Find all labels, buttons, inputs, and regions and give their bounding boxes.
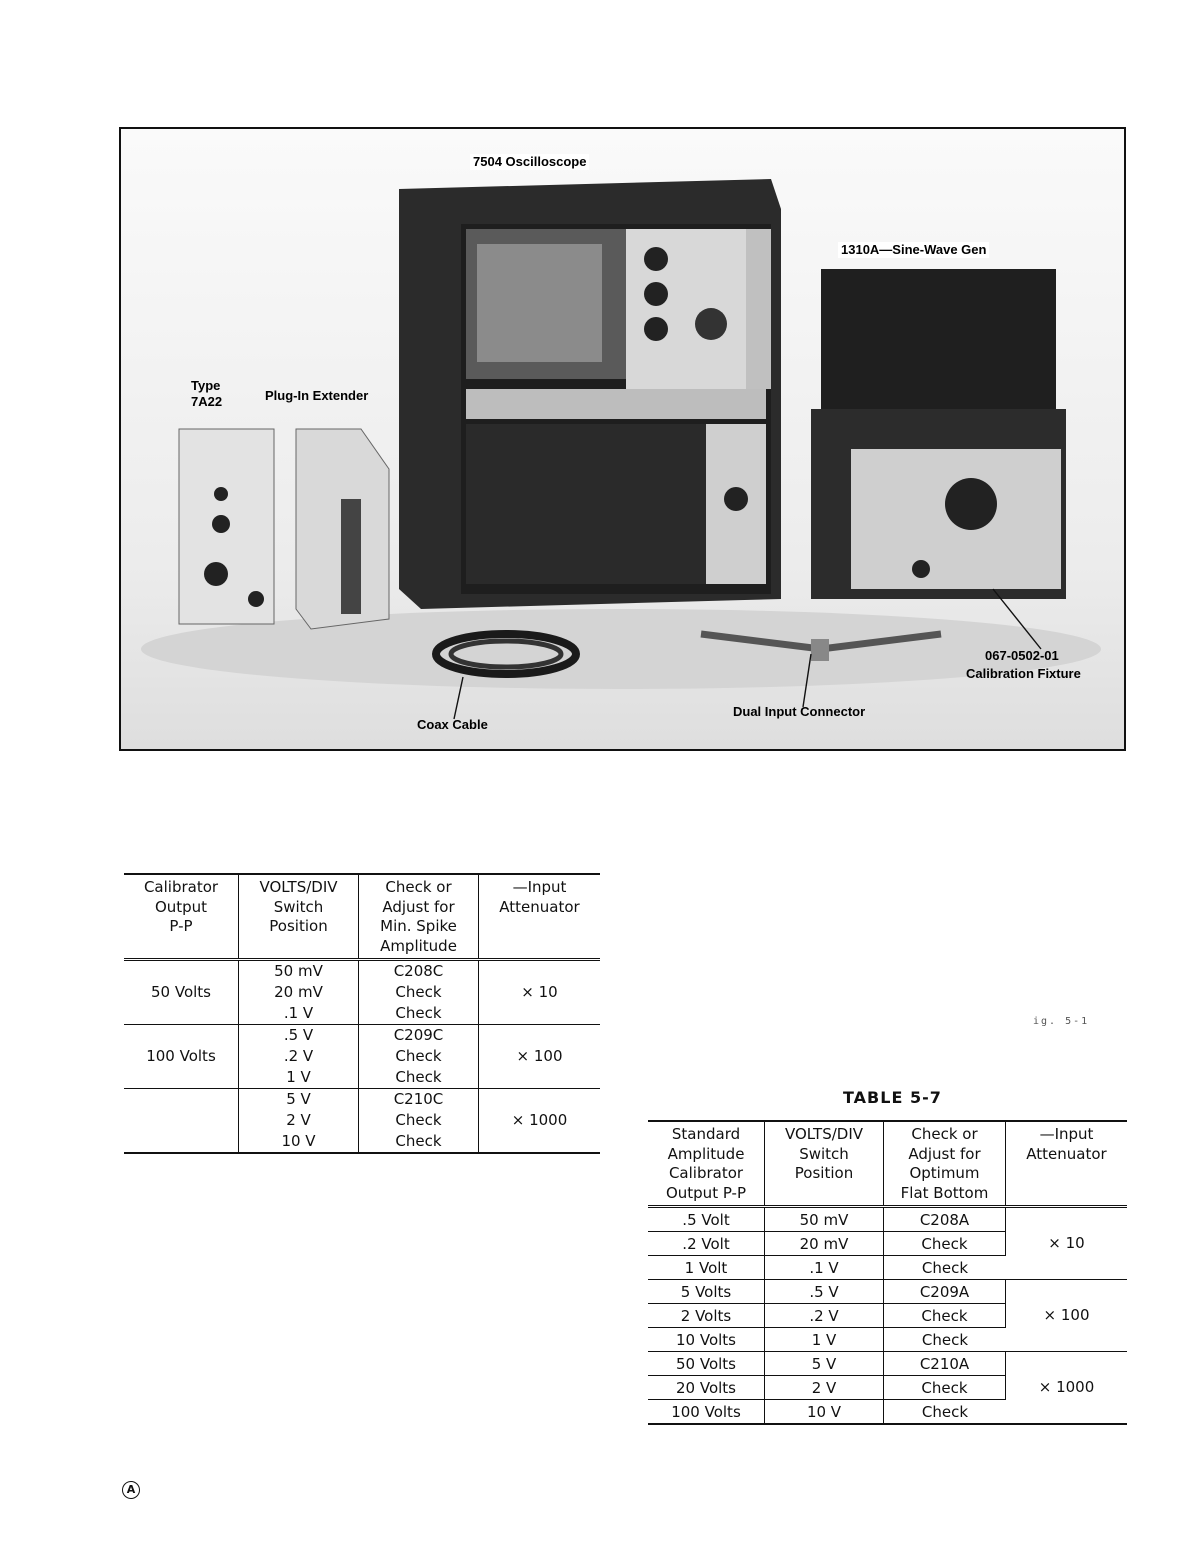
attenuator-value: × 100 (516, 1047, 563, 1065)
spike-amplitude-table (124, 873, 600, 1154)
header-check-adjust: Check or Adjust for Min. Spike Amplitude (359, 875, 479, 958)
check-adjust-value: Check (884, 1400, 1006, 1425)
calibrator-output (124, 1089, 239, 1152)
volts-div-positions: 5 V 2 V 10 V (239, 1089, 359, 1152)
header-check-adjust: Check or Adjust for Optimum Flat Bottom (884, 1122, 1006, 1205)
header-attenuator: —Input Attenuator (499, 878, 580, 916)
table-row-group (124, 1025, 600, 1089)
table-header (124, 873, 600, 961)
oscilloscope-graphic (399, 179, 781, 609)
plug-in-7a22-graphic (179, 429, 274, 624)
check-adjust-value: Check (884, 1304, 1006, 1328)
calibrator-output: 10 Volts (648, 1328, 765, 1352)
label-fixture-part: 067-0502-01 (985, 648, 1059, 663)
volts-div-position: .1 V (765, 1256, 884, 1280)
calibrator-output: 1 Volt (648, 1256, 765, 1280)
sine-wave-generator-graphic (811, 269, 1066, 599)
volts-div-position: 50 mV (765, 1208, 884, 1232)
label-7a22: 7A22 (191, 394, 223, 409)
table-row-group (648, 1352, 1127, 1425)
calibrator-output: 50 Volts (124, 961, 239, 1024)
attenuator-value: × 10 (1006, 1208, 1127, 1280)
label-plug-in-extender: Plug-In Extender (265, 388, 369, 403)
attenuator-value: × 10 (521, 983, 558, 1001)
check-adjust-value: C209A (884, 1280, 1006, 1304)
volts-div-positions: .5 V .2 V 1 V (239, 1025, 359, 1088)
attenuator-value: × 1000 (511, 1111, 568, 1129)
attenuator-value: × 100 (1006, 1280, 1127, 1352)
check-adjust-values: C210C Check Check (359, 1089, 479, 1152)
figure-tag: ig. 5-1 (1033, 1016, 1090, 1027)
table-row-group (124, 961, 600, 1025)
table-title: TABLE 5-7 (843, 1088, 942, 1107)
label-type: Type (191, 378, 221, 393)
volts-div-position: .5 V (765, 1280, 884, 1304)
table-row-group (648, 1280, 1127, 1352)
equipment-illustration (121, 129, 1124, 749)
revision-mark: A (122, 1481, 140, 1499)
volts-div-positions: 50 mV 20 mV .1 V (239, 961, 359, 1024)
calibrator-output: 20 Volts (648, 1376, 765, 1400)
volts-div-position: 10 V (765, 1400, 884, 1425)
volts-div-position: 1 V (765, 1328, 884, 1352)
check-adjust-value: Check (884, 1256, 1006, 1280)
label-sine-wave-gen: 1310A—Sine-Wave Gen (838, 242, 989, 258)
calibrator-output: 50 Volts (648, 1352, 765, 1376)
header-attenuator: —Input Attenuator (1026, 1125, 1107, 1163)
header-standard-amplitude: Standard Amplitude Calibrator Output P-P (648, 1122, 765, 1205)
check-adjust-value: Check (884, 1328, 1006, 1352)
table-header (648, 1120, 1127, 1208)
check-adjust-values: C209C Check Check (359, 1025, 479, 1088)
volts-div-position: .2 V (765, 1304, 884, 1328)
plug-in-extender-graphic (296, 429, 389, 629)
check-adjust-value: C210A (884, 1352, 1006, 1376)
volts-div-position: 2 V (765, 1376, 884, 1400)
volts-div-position: 5 V (765, 1352, 884, 1376)
label-coax-cable: Coax Cable (417, 717, 488, 732)
label-oscilloscope: 7504 Oscilloscope (470, 154, 589, 170)
check-adjust-value: C208A (884, 1208, 1006, 1232)
label-dual-input-connector: Dual Input Connector (733, 704, 866, 719)
header-volts-div: VOLTS/DIV Switch Position (239, 875, 359, 958)
header-calibrator-output: Calibrator Output P-P (124, 875, 239, 958)
check-adjust-values: C208C Check Check (359, 961, 479, 1024)
calibrator-output: 100 Volts (648, 1400, 765, 1425)
table-row-group (648, 1208, 1127, 1280)
header-volts-div: VOLTS/DIV Switch Position (765, 1122, 884, 1205)
table-row-group (124, 1089, 600, 1154)
equipment-photo (119, 127, 1126, 751)
calibrator-output: 5 Volts (648, 1280, 765, 1304)
calibrator-output: 100 Volts (124, 1025, 239, 1088)
label-calibration-fixture: Calibration Fixture (966, 666, 1081, 681)
calibrator-output: .5 Volt (648, 1208, 765, 1232)
check-adjust-value: Check (884, 1232, 1006, 1256)
calibrator-output: 2 Volts (648, 1304, 765, 1328)
attenuator-value: × 1000 (1006, 1352, 1127, 1425)
volts-div-position: 20 mV (765, 1232, 884, 1256)
check-adjust-value: Check (884, 1376, 1006, 1400)
flat-bottom-table (648, 1120, 1127, 1425)
calibrator-output: .2 Volt (648, 1232, 765, 1256)
